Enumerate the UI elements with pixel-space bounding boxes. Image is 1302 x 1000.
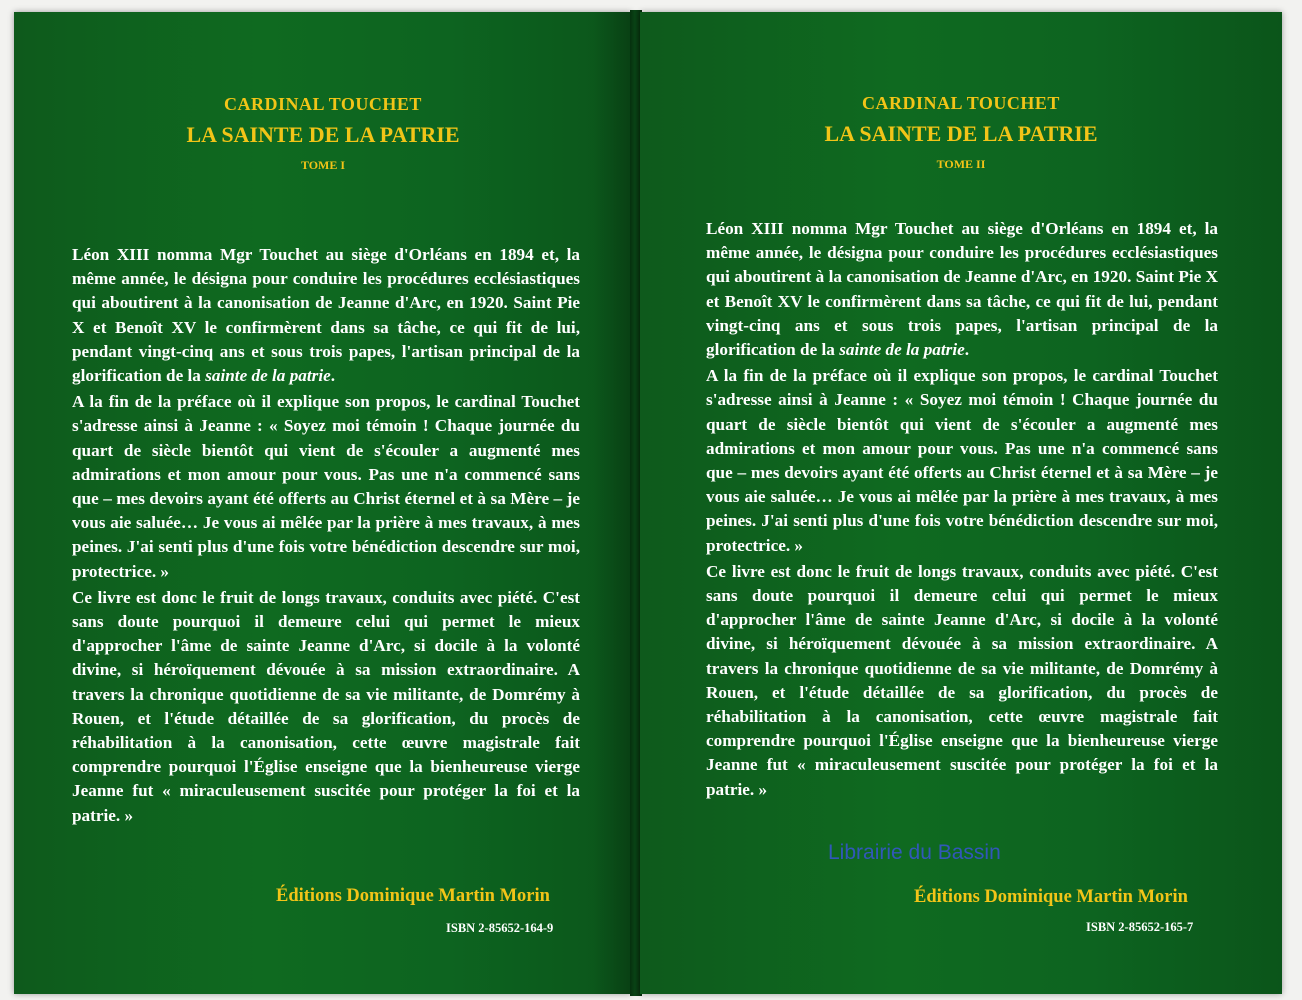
isbn-label: ISBN 2-85652-165-7 xyxy=(1086,920,1194,934)
book-title: LA SAINTE DE LA PATRIE xyxy=(186,122,460,147)
watermark-text: Librairie du Bassin xyxy=(828,841,1001,864)
blurb-paragraph-3: Ce livre est donc le fruit de longs travaux, conduits avec piété. C'est sans doute pourquoi il demeure celui qui permet le mieux d'approcher l'âme de sainte Jeanne d'Arc, si docile à la volonté divine, si héroïquement dévouée à sa mission extraordinaire. A travers la chronique quotidienne de sa vie militante, de Domrémy à Rouen, et l'étude détaillée de sa glorification, du procès de réhabilitation à la canonisation, cette œuvre magistrale fait comprendre pourquoi l'Église enseigne que la bienheureuse vierge Jeanne fut « miraculeusement suscitée pour protéger la foi et la patrie. » xyxy=(706,561,1218,799)
author-heading: CARDINAL TOUCHET xyxy=(862,93,1060,113)
book-title: LA SAINTE DE LA PATRIE xyxy=(824,121,1098,146)
blurb-paragraph-2: A la fin de la préface où il explique son propos, le cardinal Touchet s'adresse ainsi à Jeanne : « Soyez moi témoin ! Chaque journée du quart de siècle bientôt qui vient de s'écouler a augmenté mes admirations et mon amour pour vous. Pas une n'a commencé sans que – mes devoirs ayant été offerts au Christ éternel et à sa Mère – je vous aie saluée… Je vous ai mêlée par la prière à mes travaux, à mes peines. J'ai senti plus d'une fois votre bénédiction descendre sur moi, protectrice. » xyxy=(706,366,1218,555)
publisher-name: Éditions Dominique Martin Morin xyxy=(914,887,1188,907)
blurb-paragraph-1: Léon XIII nomma Mgr Touchet au siège d'Orléans en 1894 et, la même année, le désigna pour conduire les procédures ecclésiastiques qui aboutirent à la canonisation de Jeanne d'Arc, en 1920. Saint Pie X et Benoît XV le confirmèrent dans sa tâche, ce qui fit de lui, pendant vingt-cinq ans et sous trois papes, l'artisan principal de la glorification de la sainte de la patrie. xyxy=(72,245,580,386)
blurb xyxy=(706,217,1218,804)
blurb xyxy=(72,243,580,830)
book-cover-tome-1 xyxy=(14,12,632,994)
blurb-paragraph-3: Ce livre est donc le fruit de longs travaux, conduits avec piété. C'est sans doute pourquoi il demeure celui qui permet le mieux d'approcher l'âme de sainte Jeanne d'Arc, si docile à la volonté divine, si héroïquement dévouée à sa mission extraordinaire. A travers la chronique quotidienne de sa vie militante, de Domrémy à Rouen, et l'étude détaillée de sa glorification, du procès de réhabilitation à la canonisation, cette œuvre magistrale fait comprendre pourquoi l'Église enseigne que la bienheureuse vierge Jeanne fut « miraculeusement suscitée pour protéger la foi et la patrie. » xyxy=(72,587,580,825)
publisher-name: Éditions Dominique Martin Morin xyxy=(276,886,550,906)
tome-label: TOME II xyxy=(936,157,986,171)
blurb-paragraph-1: Léon XIII nomma Mgr Touchet au siège d'Orléans en 1894 et, la même année, le désigna pour conduire les procédures ecclésiastiques qui aboutirent à la canonisation de Jeanne d'Arc, en 1920. Saint Pie X et Benoît XV le confirmèrent dans sa tâche, ce qui fit de lui, pendant vingt-cinq ans et sous trois papes, l'artisan principal de la glorification de la sainte de la patrie. xyxy=(706,219,1218,360)
author-heading: CARDINAL TOUCHET xyxy=(224,94,422,114)
isbn-label: ISBN 2-85652-164-9 xyxy=(446,921,554,935)
blurb-paragraph-2: A la fin de la préface où il explique son propos, le cardinal Touchet s'adresse ainsi à Jeanne : « Soyez moi témoin ! Chaque journée du quart de siècle bientôt qui vient de s'écouler a augmenté mes admirations et mon amour pour vous. Pas une n'a commencé sans que – mes devoirs ayant été offerts au Christ éternel et à sa Mère – je vous aie saluée… Je vous ai mêlée par la prière à mes travaux, à mes peines. J'ai senti plus d'une fois votre bénédiction descendre sur moi, protectrice. » xyxy=(72,392,580,581)
tome-label: TOME I xyxy=(300,158,346,172)
